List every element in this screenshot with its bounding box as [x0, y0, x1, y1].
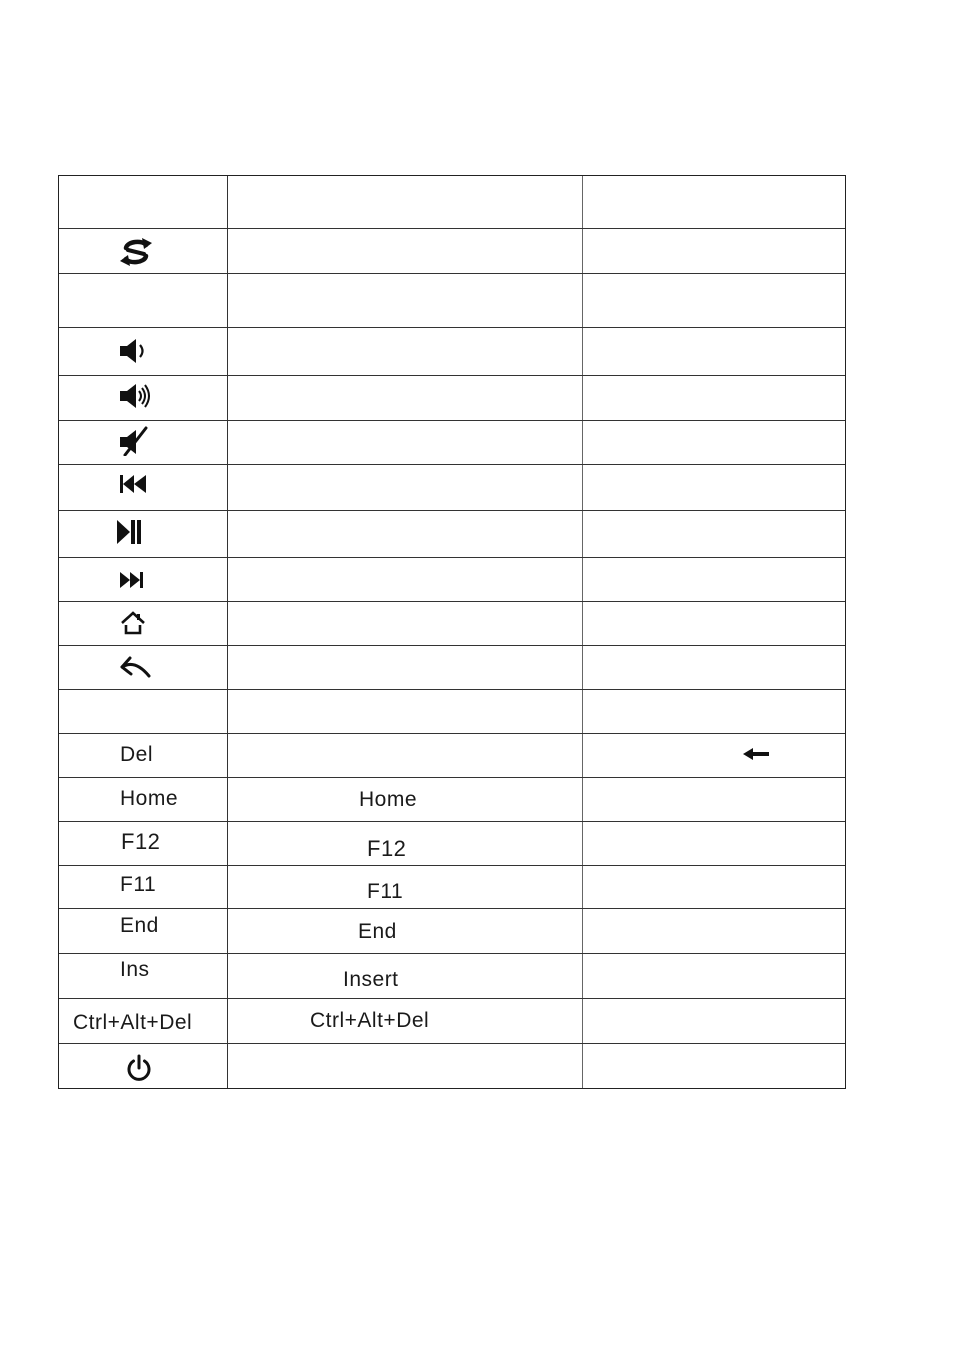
sync-icon [119, 237, 153, 267]
function-cell [228, 328, 583, 375]
function-label: F12 [367, 836, 407, 861]
function-label: End [358, 920, 397, 943]
function-cell [228, 822, 583, 865]
key-cell [59, 690, 228, 733]
note-cell [583, 376, 845, 420]
key-cell [59, 1044, 228, 1088]
note-cell [583, 909, 845, 953]
note-cell [583, 866, 845, 908]
volume-up-icon [119, 383, 151, 409]
table-row [59, 909, 845, 954]
note-cell [583, 954, 845, 998]
function-cell [228, 558, 583, 601]
function-cell [228, 465, 583, 510]
table-row [59, 229, 845, 274]
key-cell [59, 602, 228, 645]
function-cell [228, 1044, 583, 1088]
note-cell [583, 465, 845, 510]
table-row [59, 734, 845, 778]
function-label: Insert [343, 968, 399, 991]
table-row [59, 376, 845, 421]
note-cell [583, 328, 845, 375]
note-cell [583, 734, 845, 777]
table-row [59, 421, 845, 465]
note-cell [583, 690, 845, 733]
function-cell [228, 274, 583, 327]
note-cell [583, 778, 845, 821]
key-cell [59, 778, 228, 821]
note-cell [583, 1044, 845, 1088]
note-cell [583, 999, 845, 1043]
note-cell [583, 229, 845, 273]
table-row [59, 954, 845, 999]
key-label: Home [120, 787, 179, 810]
home-icon [120, 611, 146, 635]
table-row [59, 778, 845, 822]
key-cell [59, 909, 228, 953]
key-cell [59, 646, 228, 689]
key-cell [59, 954, 228, 998]
function-label: Home [359, 788, 418, 811]
table-row [59, 176, 845, 229]
key-cell [59, 229, 228, 273]
table-row [59, 328, 845, 376]
note-cell [583, 274, 845, 327]
function-cell [228, 511, 583, 557]
key-label: Del [120, 743, 154, 766]
mute-icon [119, 426, 149, 456]
power-icon [125, 1054, 153, 1082]
function-cell [228, 999, 583, 1043]
back-icon [119, 656, 151, 678]
table-row [59, 1044, 845, 1088]
key-label: F11 [120, 873, 157, 896]
table-row [59, 866, 845, 909]
note-cell [583, 511, 845, 557]
function-cell [228, 778, 583, 821]
key-cell [59, 465, 228, 510]
key-cell [59, 866, 228, 908]
key-cell [59, 734, 228, 777]
function-label: F11 [367, 880, 404, 903]
function-cell [228, 690, 583, 733]
volume-down-icon [119, 338, 149, 364]
function-cell [228, 376, 583, 420]
table-row [59, 602, 845, 646]
function-cell [228, 602, 583, 645]
key-cell [59, 511, 228, 557]
note-cell [583, 602, 845, 645]
key-label: Ctrl+Alt+Del [73, 1011, 193, 1034]
table-row [59, 822, 845, 866]
function-cell [228, 229, 583, 273]
table-row [59, 511, 845, 558]
note-cell [583, 646, 845, 689]
left-arrow-icon [742, 747, 770, 761]
function-label: Ctrl+Alt+Del [310, 1009, 430, 1032]
table-row [59, 274, 845, 328]
key-cell [59, 999, 228, 1043]
function-cell [228, 866, 583, 908]
function-cell [228, 421, 583, 464]
previous-track-icon [119, 474, 147, 494]
note-cell [583, 176, 845, 228]
play-pause-icon [116, 519, 142, 545]
key-cell [59, 328, 228, 375]
function-cell [228, 176, 583, 228]
note-cell [583, 558, 845, 601]
table-row [59, 999, 845, 1044]
function-cell [228, 954, 583, 998]
note-cell [583, 421, 845, 464]
key-cell [59, 176, 228, 228]
key-label: Ins [120, 958, 150, 981]
key-cell [59, 822, 228, 865]
key-label: End [120, 914, 159, 937]
key-label: F12 [121, 829, 161, 854]
table-row [59, 690, 845, 734]
key-cell [59, 421, 228, 464]
table-row [59, 558, 845, 602]
key-function-table [58, 175, 846, 1089]
function-cell [228, 909, 583, 953]
function-cell [228, 734, 583, 777]
table-row [59, 646, 845, 690]
next-track-icon [119, 571, 145, 589]
key-cell [59, 376, 228, 420]
key-cell [59, 558, 228, 601]
key-cell [59, 274, 228, 327]
function-cell [228, 646, 583, 689]
note-cell [583, 822, 845, 865]
table-row [59, 465, 845, 511]
